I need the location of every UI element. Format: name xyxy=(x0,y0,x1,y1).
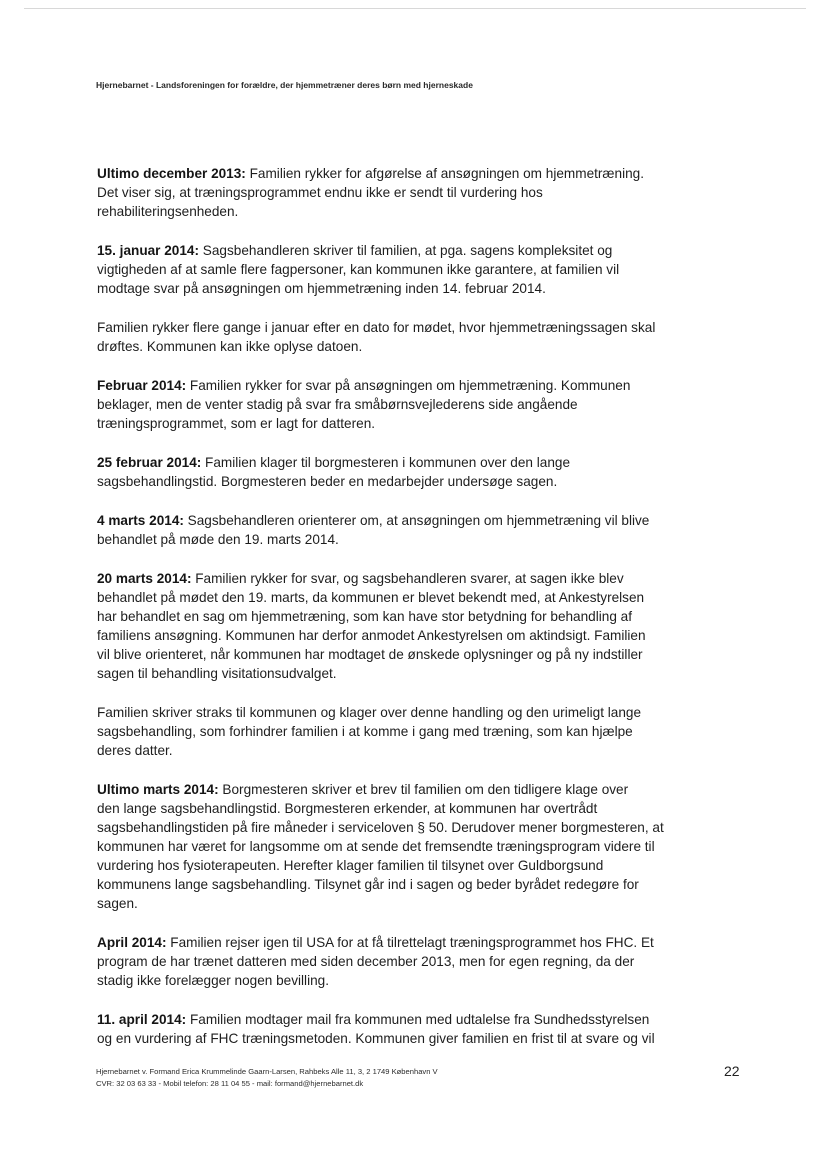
page-footer xyxy=(96,1066,616,1090)
document-body xyxy=(97,164,743,1068)
paragraph-date: 11. april 2014: xyxy=(97,1012,187,1027)
paragraph-line: program de har trænet datteren med siden december 2013, men for egen regning, da der xyxy=(97,954,635,969)
paragraph-date: Februar 2014: xyxy=(97,378,187,393)
paragraph-line: sagsbehandlingstid. Borgmesteren beder en medarbejder undersøge sagen. xyxy=(97,474,558,489)
paragraph xyxy=(97,376,743,433)
paragraph-date: April 2014: xyxy=(97,935,167,950)
paragraph-date: 15. januar 2014: xyxy=(97,243,200,258)
paragraph-line: modtage svar på ansøgningen om hjemmetræning inden 14. februar 2014. xyxy=(97,281,546,296)
paragraph xyxy=(97,780,743,913)
paragraph-line: Sagsbehandleren orienterer om, at ansøgningen om hjemmetræning vil blive xyxy=(183,513,650,528)
paragraph xyxy=(97,241,743,298)
page-number: 22 xyxy=(724,1063,740,1079)
paragraph-line: drøftes. Kommunen kan ikke oplyse datoen. xyxy=(97,339,363,354)
paragraph xyxy=(97,933,743,990)
paragraph xyxy=(97,164,743,221)
paragraph-line: rehabiliteringsenheden. xyxy=(97,204,239,219)
paragraph-line: Familien rykker flere gange i januar efter en dato for mødet, hvor hjemmetræningssagen skal xyxy=(97,320,656,335)
footer-address: Hjernebarnet v. Formand Erica Krummelinde Gaarn-Larsen, Rahbeks Alle 11, 3, 2 1749 København V xyxy=(96,1067,438,1076)
paragraph-line: familiens ansøgning. Kommunen har derfor anmodet Ankestyrelsen om aktindsigt. Familien xyxy=(97,628,646,643)
paragraph-line: vil blive orienteret, når kommunen har modtaget de ønskede oplysninger og på ny indstiller xyxy=(97,647,643,662)
paragraph-line: Familien rejser igen til USA for at få tilrettelagt træningsprogrammet hos FHC. Et xyxy=(166,935,654,950)
paragraph-line: kommunens lange sagsbehandling. Tilsynet går ind i sagen og beder byrådet redegøre for xyxy=(97,877,639,892)
paragraph-line: sagsbehandling, som forhindrer familien i at komme i gang med træning, som kan hjælpe xyxy=(97,724,633,739)
paragraph-line: Familien rykker for svar på ansøgningen om hjemmetræning. Kommunen xyxy=(186,378,631,393)
paragraph-line: den lange sagsbehandlingstid. Borgmesteren erkender, at kommunen har overtrådt xyxy=(97,801,598,816)
paragraph-line: Familien rykker for svar, og sagsbehandleren svarer, at sagen ikke blev xyxy=(191,571,624,586)
paragraph-line: beklager, men de venter stadig på svar fra småbørnsvejlederens side angående xyxy=(97,397,578,412)
paragraph xyxy=(97,703,743,760)
paragraph-line: behandlet på møde den 19. marts 2014. xyxy=(97,532,339,547)
paragraph xyxy=(97,318,743,356)
paragraph-line: kommunen har været for langsomme om at sende det fremsendte træningsprogram videre til xyxy=(97,839,655,854)
paragraph-line: træningsprogrammet, som er lagt for datteren. xyxy=(97,416,376,431)
paragraph-date: 25 februar 2014: xyxy=(97,455,202,470)
page-header: Hjernebarnet - Landsforeningen for forældre, der hjemmetræner deres børn med hjerneskade xyxy=(96,80,473,90)
paragraph-line: sagsbehandlingstiden på fire måneder i serviceloven § 50. Derudover mener borgmesteren, at xyxy=(97,820,664,835)
paragraph-line: stadig ikke forelægger nogen bevilling. xyxy=(97,973,329,988)
paragraph-line: Borgmesteren skriver et brev til familien om den tidligere klage over xyxy=(218,782,629,797)
paragraph-line: Det viser sig, at træningsprogrammet endnu ikke er sendt til vurdering hos xyxy=(97,185,543,200)
paragraph xyxy=(97,569,743,683)
paragraph-line: Familien rykker for afgørelse af ansøgningen om hjemmetræning. xyxy=(245,166,644,181)
paragraph-line: sagen til behandling visitationsudvalget. xyxy=(97,666,337,681)
paragraph-date: 20 marts 2014: xyxy=(97,571,192,586)
paragraph-line: har behandlet en sag om hjemmetræning, som kan have stor betydning for behandling af xyxy=(97,609,633,624)
paragraph-line: sagen. xyxy=(97,896,138,911)
paragraph xyxy=(97,1010,743,1048)
paragraph-line: og en vurdering af FHC træningsmetoden. Kommunen giver familien en frist til at svare og vil xyxy=(97,1031,655,1046)
paragraph-line: Familien skriver straks til kommunen og klager over denne handling og den urimeligt lange xyxy=(97,705,642,720)
top-rule xyxy=(24,8,806,9)
paragraph-line: vurdering hos fysioterapeuten. Herefter klager familien til tilsynet over Guldborgsund xyxy=(97,858,604,873)
paragraph-line: behandlet på mødet den 19. marts, da kommunen er blevet bekendt med, at Ankestyrelsen xyxy=(97,590,645,605)
paragraph xyxy=(97,453,743,491)
paragraph-date: Ultimo december 2013: xyxy=(97,166,246,181)
paragraph xyxy=(97,511,743,549)
paragraph-date: Ultimo marts 2014: xyxy=(97,782,219,797)
footer-contact: CVR: 32 03 63 33 - Mobil telefon: 28 11 04 55 - mail: formand@hjernebarnet.dk xyxy=(96,1079,364,1088)
paragraph-line: Sagsbehandleren skriver til familien, at pga. sagens kompleksitet og xyxy=(199,243,613,258)
paragraph-line: vigtigheden af at samle flere fagpersoner, kan kommunen ikke garantere, at familien vil xyxy=(97,262,620,277)
paragraph-line: Familien modtager mail fra kommunen med udtalelse fra Sundhedsstyrelsen xyxy=(186,1012,650,1027)
paragraph-line: deres datter. xyxy=(97,743,173,758)
paragraph-line: Familien klager til borgmesteren i kommunen over den lange xyxy=(201,455,571,470)
paragraph-date: 4 marts 2014: xyxy=(97,513,184,528)
